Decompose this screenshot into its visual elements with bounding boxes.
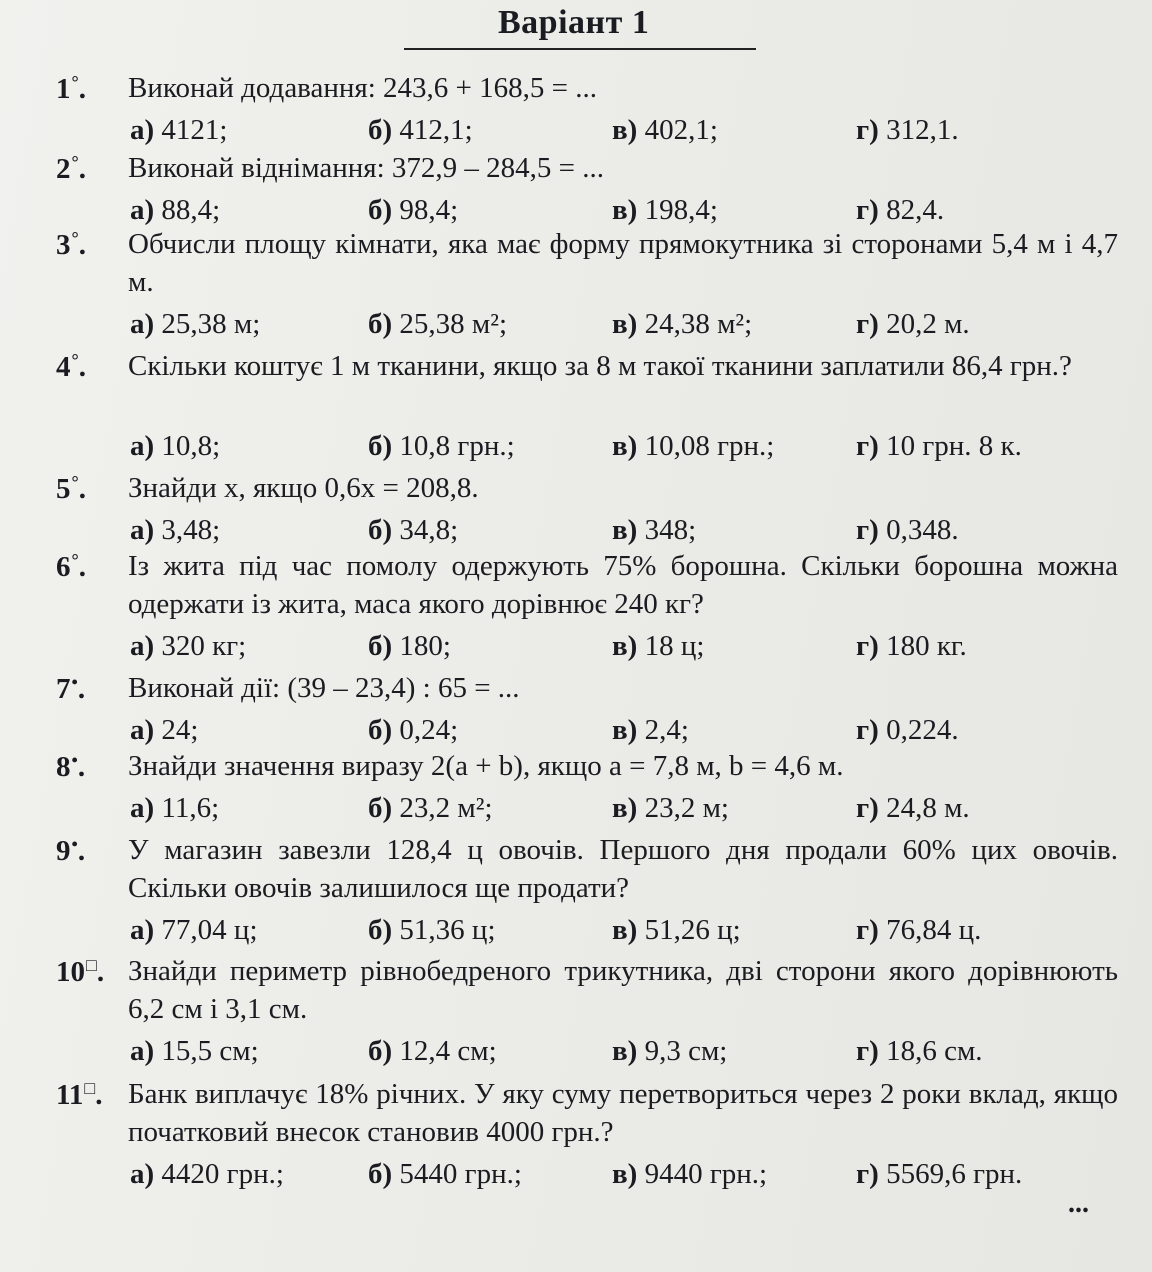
answer-value: 10,8;: [161, 430, 221, 462]
answer-value: 348;: [644, 514, 697, 546]
number-dot: .: [95, 1079, 103, 1111]
answer-value: 12,4 см;: [399, 1035, 497, 1067]
answer-letter: б): [368, 114, 393, 146]
answer-value: 10,08 грн.;: [644, 430, 775, 462]
answer-option: [130, 714, 198, 747]
question-number: [56, 955, 104, 989]
difficulty-marker: •: [71, 672, 78, 692]
answer-gap: [637, 194, 644, 226]
question-text: Скільки коштує 1 м тканини, якщо за 8 м такої тканини заплатили 86,4 грн.?: [128, 350, 1072, 382]
question-number: [56, 672, 85, 706]
question-number-value: 10: [56, 956, 85, 988]
answer-letter: б): [368, 792, 393, 824]
answer-option: [612, 630, 704, 663]
answer-value: 23,2 м²;: [399, 792, 493, 824]
answer-gap: [637, 792, 644, 824]
answer-option: [368, 914, 496, 947]
answer-option: [368, 1158, 522, 1191]
answer-option: [130, 1035, 259, 1068]
answer-option: [130, 1158, 284, 1191]
answer-letter: в): [612, 630, 638, 662]
difficulty-marker: °: [71, 72, 79, 92]
answer-value: 77,04 ц;: [161, 914, 258, 946]
question-number-value: 3: [56, 229, 71, 261]
answer-gap: [879, 114, 886, 146]
answer-gap: [879, 914, 886, 946]
number-dot: .: [78, 351, 86, 383]
answer-option: [130, 914, 258, 947]
answer-value: 0,348.: [886, 514, 959, 546]
answer-option: [612, 1158, 767, 1191]
answer-value: 20,2 м.: [886, 308, 970, 340]
answer-letter: а): [130, 914, 155, 946]
difficulty-marker: □: [84, 1078, 96, 1098]
number-dot: .: [78, 153, 86, 185]
answer-letter: б): [368, 1035, 393, 1067]
difficulty-marker: °: [71, 350, 79, 370]
answer-letter: а): [130, 308, 155, 340]
number-dot: .: [96, 956, 105, 988]
answer-letter: г): [856, 792, 879, 824]
question-number-value: 6: [56, 551, 71, 583]
difficulty-marker: °: [71, 152, 79, 172]
answer-letter: б): [368, 714, 393, 746]
answer-option: [368, 194, 458, 227]
question-number: [56, 472, 86, 506]
difficulty-marker: •: [71, 834, 78, 854]
answer-option: [368, 514, 458, 547]
answer-option: [130, 792, 219, 825]
answer-value: 11,6;: [161, 792, 220, 824]
answer-option: [612, 714, 689, 747]
number-dot: .: [77, 835, 86, 867]
answer-value: 5569,6 грн.: [886, 1158, 1023, 1190]
answer-gap: [879, 792, 886, 824]
answer-option: [130, 430, 220, 463]
answer-option: [130, 308, 260, 341]
answer-gap: [637, 1035, 644, 1067]
question-text: Обчисли площу кімнати, яка має форму прямокутника зі сторонами 5,4 м і 4,7 м.: [128, 228, 1118, 298]
answer-letter: в): [612, 1035, 638, 1067]
answer-option: [612, 114, 718, 147]
answer-option: [856, 114, 959, 147]
answer-value: 198,4;: [644, 194, 718, 226]
answer-value: 25,38 м;: [161, 308, 261, 340]
answer-option: [856, 792, 970, 825]
number-dot: .: [78, 73, 86, 105]
answer-letter: г): [856, 514, 879, 546]
question-number-value: 5: [56, 473, 71, 505]
question-number: [56, 1078, 103, 1112]
answer-option: [130, 630, 246, 663]
answer-value: 9440 грн.;: [644, 1158, 768, 1190]
answer-value: 98,4;: [399, 194, 459, 226]
answer-letter: в): [612, 792, 638, 824]
question-text: Виконай додавання: 243,6 + 168,5 = ...: [128, 72, 598, 104]
continuation-mark: ...: [1068, 1188, 1089, 1219]
answer-value: 88,4;: [161, 194, 221, 226]
question-number-value: 7: [56, 673, 71, 705]
answer-gap: [637, 914, 644, 946]
question-number-value: 2: [56, 153, 71, 185]
answer-gap: [879, 514, 886, 546]
answer-letter: г): [856, 308, 879, 340]
answer-value: 18 ц;: [644, 630, 705, 662]
question-text: Знайди x, якщо 0,6x = 208,8.: [128, 472, 479, 504]
answer-value: 180 кг.: [886, 630, 967, 662]
answer-value: 312,1.: [886, 114, 959, 146]
question-text: Банк виплачує 18% річних. У яку суму перетвориться через 2 роки вклад, якщо початковий внесок становив 4000 грн.?: [128, 1078, 1118, 1148]
answer-option: [368, 792, 493, 825]
answer-value: 24,38 м²;: [644, 308, 753, 340]
answer-value: 180;: [399, 630, 451, 662]
answer-letter: г): [856, 630, 879, 662]
title-underline: [404, 48, 756, 50]
answer-gap: [637, 514, 644, 546]
answer-letter: а): [130, 1035, 155, 1067]
answer-letter: б): [368, 430, 393, 462]
answer-option: [612, 914, 741, 947]
answer-letter: б): [368, 308, 393, 340]
answer-value: 320 кг;: [161, 630, 247, 662]
answer-option: [368, 114, 473, 147]
answer-option: [856, 308, 970, 341]
answer-option: [130, 194, 220, 227]
question-text: Знайди периметр рівнобедреного трикутника, дві сторони якого дорівнюють 6,2 см і 3,1 см.: [128, 955, 1118, 1025]
answer-letter: а): [130, 714, 155, 746]
answer-letter: в): [612, 194, 638, 226]
difficulty-marker: °: [71, 228, 79, 248]
number-dot: .: [78, 229, 86, 261]
answer-value: 23,2 м;: [644, 792, 729, 824]
answer-gap: [637, 1158, 644, 1190]
answer-gap: [637, 114, 644, 146]
answer-value: 24;: [161, 714, 199, 746]
answer-gap: [879, 308, 886, 340]
answer-letter: а): [130, 194, 155, 226]
answer-option: [368, 308, 507, 341]
answer-value: 34,8;: [399, 514, 459, 546]
number-dot: .: [78, 551, 86, 583]
answer-letter: г): [856, 1035, 879, 1067]
answer-letter: а): [130, 430, 155, 462]
answer-letter: б): [368, 914, 393, 946]
answer-letter: г): [856, 114, 879, 146]
answer-value: 15,5 см;: [161, 1035, 259, 1067]
difficulty-marker: °: [71, 472, 79, 492]
answer-letter: г): [856, 194, 879, 226]
difficulty-marker: °: [71, 550, 79, 570]
answer-option: [856, 514, 959, 547]
answer-value: 3,48;: [161, 514, 221, 546]
answer-letter: в): [612, 1158, 638, 1190]
answer-option: [368, 630, 451, 663]
question-text: У магазин завезли 128,4 ц овочів. Першого дня продали 60% цих овочів. Скільки овочів залишилося ще продати?: [128, 834, 1118, 904]
difficulty-marker: •: [71, 750, 78, 770]
answer-option: [612, 1035, 727, 1068]
answer-gap: [637, 308, 644, 340]
answer-letter: в): [612, 714, 638, 746]
answer-option: [612, 194, 718, 227]
answer-gap: [879, 714, 886, 746]
question-number-value: 4: [56, 351, 71, 383]
answer-letter: г): [856, 714, 879, 746]
answer-gap: [879, 1035, 886, 1067]
answer-gap: [637, 430, 644, 462]
question-text: Із жита під час помолу одержують 75% борошна. Скільки борошна можна одержати із жита, маса якого дорівнює 240 кг?: [128, 550, 1118, 620]
answer-option: [612, 430, 774, 463]
answer-letter: в): [612, 430, 638, 462]
answer-value: 51,36 ц;: [399, 914, 496, 946]
answer-letter: б): [368, 514, 393, 546]
answer-value: 10,8 грн.;: [399, 430, 515, 462]
question-number: [56, 750, 85, 784]
answer-option: [130, 514, 220, 547]
answer-gap: [879, 194, 886, 226]
answer-letter: в): [612, 114, 638, 146]
difficulty-marker: □: [86, 955, 97, 975]
answer-letter: г): [856, 914, 879, 946]
question-number: [56, 152, 86, 186]
question-number-value: 11: [56, 1079, 84, 1111]
answer-option: [856, 1035, 983, 1068]
question-text: Виконай віднімання: 372,9 – 284,5 = ...: [128, 152, 605, 184]
answer-letter: в): [612, 308, 638, 340]
question-number: [56, 350, 86, 384]
answer-letter: а): [130, 514, 155, 546]
answer-value: 0,24;: [399, 714, 459, 746]
answer-option: [368, 714, 458, 747]
answer-option: [856, 914, 981, 947]
answer-value: 51,26 ц;: [644, 914, 741, 946]
number-dot: .: [77, 751, 86, 783]
answer-value: 412,1;: [399, 114, 473, 146]
answer-value: 5440 грн.;: [399, 1158, 522, 1190]
answer-option: [612, 792, 729, 825]
answer-value: 25,38 м²;: [399, 308, 508, 340]
number-dot: .: [77, 673, 86, 705]
answer-option: [130, 114, 227, 147]
answer-gap: [879, 630, 886, 662]
answer-value: 24,8 м.: [886, 792, 970, 824]
answer-value: 82,4.: [886, 194, 945, 226]
number-dot: .: [78, 473, 86, 505]
answer-letter: б): [368, 1158, 393, 1190]
answer-option: [856, 194, 944, 227]
answer-option: [368, 430, 515, 463]
answer-letter: г): [856, 1158, 879, 1190]
question-number-value: 9: [56, 835, 71, 867]
page-title: Варіант 1: [498, 4, 650, 41]
answer-letter: г): [856, 430, 879, 462]
answer-gap: [637, 714, 644, 746]
answer-letter: а): [130, 1158, 155, 1190]
answer-value: 4121;: [161, 114, 228, 146]
answer-value: 0,224.: [886, 714, 959, 746]
answer-letter: а): [130, 114, 155, 146]
answer-gap: [879, 1158, 886, 1190]
question-number: [56, 834, 85, 868]
answer-letter: в): [612, 514, 638, 546]
question-number: [56, 72, 86, 106]
answer-letter: б): [368, 194, 393, 226]
answer-value: 402,1;: [644, 114, 718, 146]
question-text: Виконай дії: (39 – 23,4) : 65 = ...: [128, 672, 520, 704]
answer-gap: [637, 630, 644, 662]
answer-value: 76,84 ц.: [886, 914, 982, 946]
answer-option: [856, 630, 967, 663]
answer-value: 18,6 см.: [886, 1035, 983, 1067]
question-number-value: 1: [56, 73, 71, 105]
answer-value: 10 грн. 8 к.: [886, 430, 1022, 462]
answer-value: 9,3 см;: [644, 1035, 728, 1067]
answer-value: 2,4;: [644, 714, 689, 746]
answer-option: [856, 1158, 1022, 1191]
answer-option: [856, 714, 959, 747]
answer-option: [612, 514, 696, 547]
question-number-value: 8: [56, 751, 71, 783]
answer-option: [612, 308, 752, 341]
question-text: Знайди значення виразу 2(a + b), якщо a = 7,8 м, b = 4,6 м.: [128, 750, 844, 782]
answer-option: [856, 430, 1022, 463]
answer-option: [368, 1035, 497, 1068]
answer-letter: б): [368, 630, 393, 662]
answer-value: 4420 грн.;: [161, 1158, 284, 1190]
answer-letter: в): [612, 914, 638, 946]
answer-gap: [879, 430, 886, 462]
answer-letter: а): [130, 792, 155, 824]
question-number: [56, 228, 86, 262]
question-number: [56, 550, 86, 584]
answer-letter: а): [130, 630, 155, 662]
